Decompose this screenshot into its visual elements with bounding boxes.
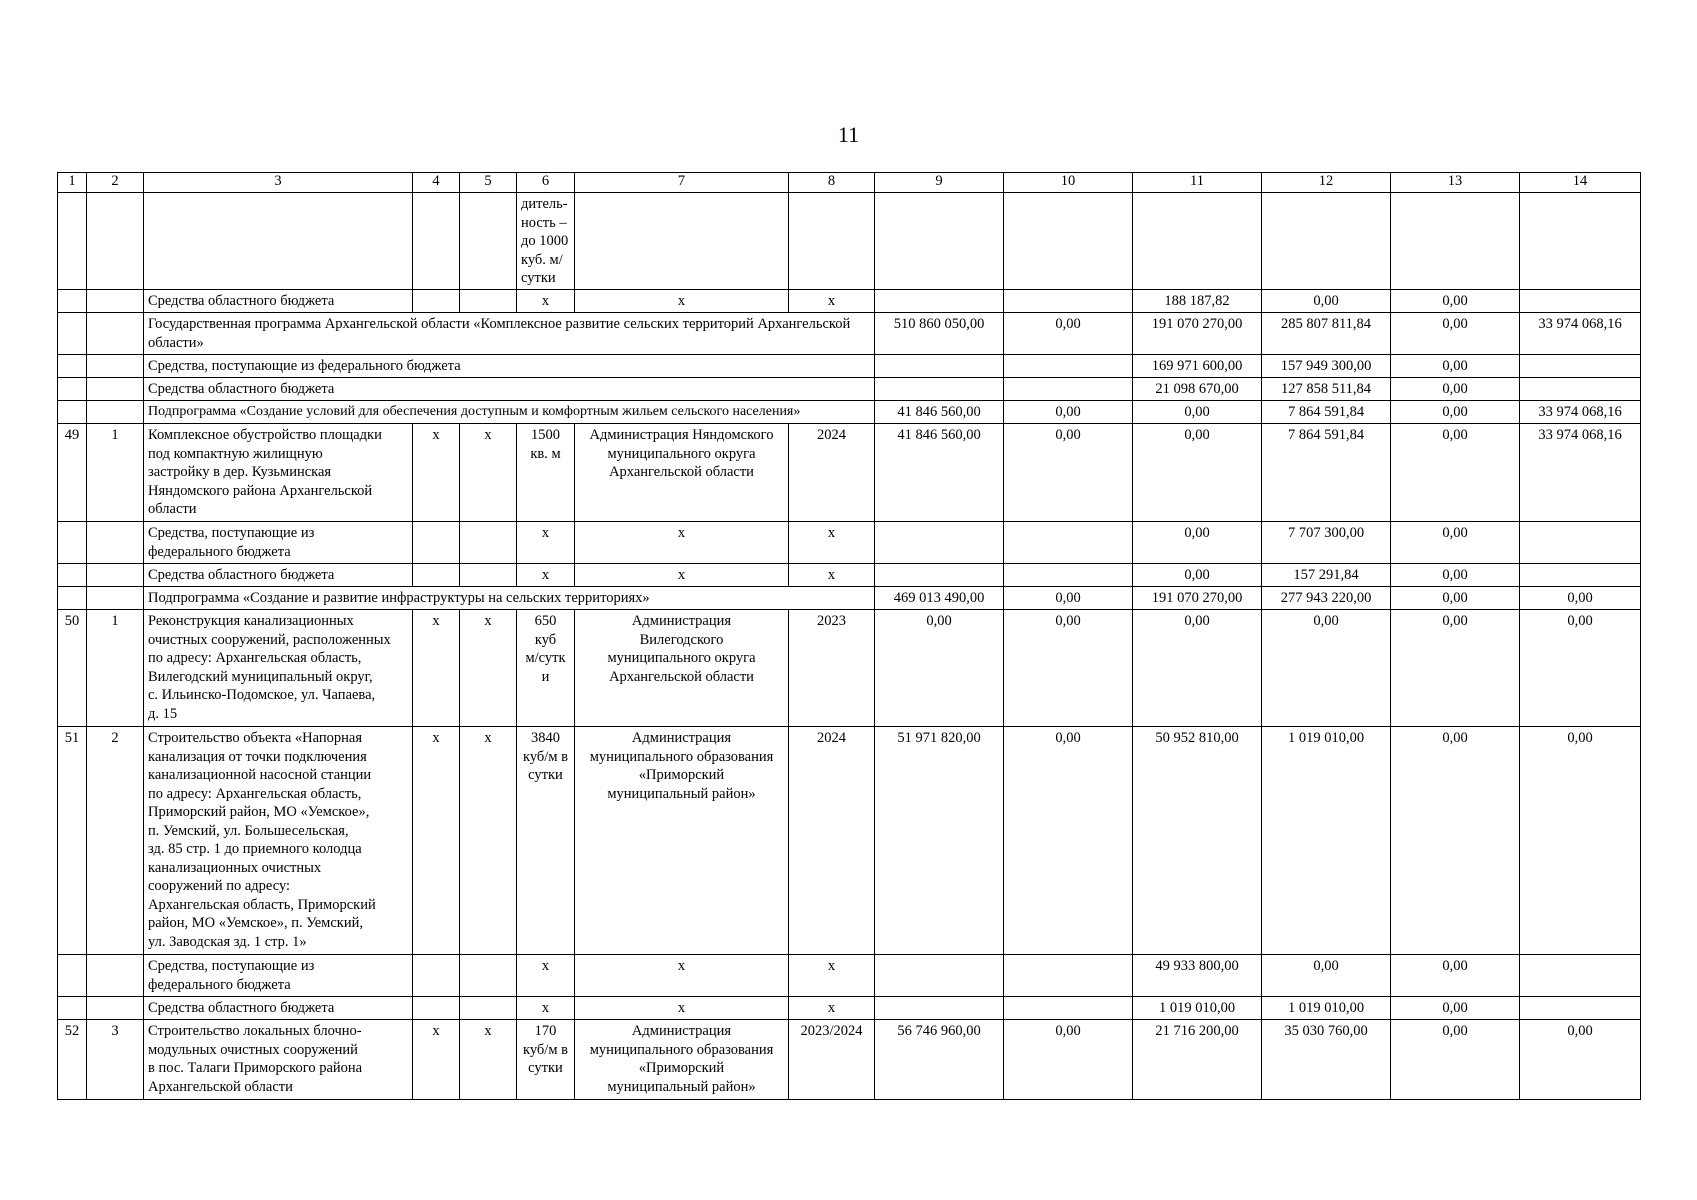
year-cell: х <box>789 290 875 313</box>
item-name: Средства, поступающие из федерального бюджета <box>144 955 413 997</box>
year-cell: 2023 <box>789 610 875 727</box>
executor-cell: Администрация Вилегодского муниципального округа Архангельской области <box>575 610 789 727</box>
amount-cell: 0,00 <box>1133 522 1262 564</box>
row-number: 49 <box>58 424 87 522</box>
amount-cell: 0,00 <box>1391 955 1520 997</box>
amount-cell: 21 098 670,00 <box>1133 378 1262 401</box>
capacity-cell: х <box>517 564 575 587</box>
column-header: 12 <box>1262 173 1391 193</box>
row-number: 51 <box>58 727 87 955</box>
amount-cell: 277 943 220,00 <box>1262 587 1391 610</box>
page-number: 11 <box>837 122 860 147</box>
amount-cell: 157 949 300,00 <box>1262 355 1391 378</box>
subprogram-title: Подпрограмма «Создание условий для обеспечения доступным и комфортным жильем сельского населения» <box>144 401 875 424</box>
subprogram-title: Подпрограмма «Создание и развитие инфраструктуры на сельских территориях» <box>144 587 875 610</box>
table-row <box>58 564 1641 587</box>
column-header: 5 <box>460 173 517 193</box>
program-title: Государственная программа Архангельской области «Комплексное развитие сельских территорий Архангельской области» <box>144 313 875 355</box>
amount-cell: 0,00 <box>1391 290 1520 313</box>
cell-x: х <box>460 727 517 955</box>
executor-cell: х <box>575 997 789 1020</box>
column-header: 10 <box>1004 173 1133 193</box>
item-name: Средства областного бюджета <box>144 997 413 1020</box>
amount-cell: 510 860 050,00 <box>875 313 1004 355</box>
item-name: Средства, поступающие из федерального бюджета <box>144 355 875 378</box>
amount-cell: 1 019 010,00 <box>1262 727 1391 955</box>
amount-cell: 56 746 960,00 <box>875 1020 1004 1100</box>
capacity-cell: х <box>517 290 575 313</box>
column-number-row <box>58 173 1641 193</box>
amount-cell: 0,00 <box>1262 290 1391 313</box>
column-header: 14 <box>1520 173 1641 193</box>
table-row <box>58 727 1641 955</box>
cell-x: х <box>413 1020 460 1100</box>
amount-cell: 0,00 <box>1133 610 1262 727</box>
amount-cell: 33 974 068,16 <box>1520 401 1641 424</box>
financing-table <box>57 172 1641 1100</box>
column-header: 3 <box>144 173 413 193</box>
amount-cell: 0,00 <box>1391 424 1520 522</box>
executor-cell: х <box>575 564 789 587</box>
row-number: 50 <box>58 610 87 727</box>
amount-cell: 127 858 511,84 <box>1262 378 1391 401</box>
amount-cell: 0,00 <box>875 610 1004 727</box>
capacity-cell: 1500 кв. м <box>517 424 575 522</box>
amount-cell: 7 707 300,00 <box>1262 522 1391 564</box>
amount-cell: 0,00 <box>1133 401 1262 424</box>
capacity-cell: дитель- ность – до 1000 куб. м/ сутки <box>517 193 575 290</box>
amount-cell: 469 013 490,00 <box>875 587 1004 610</box>
table-row <box>58 355 1641 378</box>
amount-cell: 191 070 270,00 <box>1133 313 1262 355</box>
amount-cell: 1 019 010,00 <box>1133 997 1262 1020</box>
column-header: 1 <box>58 173 87 193</box>
amount-cell: 41 846 560,00 <box>875 401 1004 424</box>
item-number: 3 <box>87 1020 144 1100</box>
table-row <box>58 1020 1641 1100</box>
amount-cell: 0,00 <box>1133 564 1262 587</box>
cell-x: х <box>460 1020 517 1100</box>
amount-cell: 33 974 068,16 <box>1520 313 1641 355</box>
column-header: 11 <box>1133 173 1262 193</box>
item-number: 1 <box>87 424 144 522</box>
amount-cell: 51 971 820,00 <box>875 727 1004 955</box>
amount-cell: 0,00 <box>1520 1020 1641 1100</box>
column-header: 9 <box>875 173 1004 193</box>
amount-cell: 0,00 <box>1391 1020 1520 1100</box>
item-name: Средства областного бюджета <box>144 564 413 587</box>
amount-cell: 0,00 <box>1391 997 1520 1020</box>
amount-cell: 169 971 600,00 <box>1133 355 1262 378</box>
amount-cell: 35 030 760,00 <box>1262 1020 1391 1100</box>
amount-cell: 0,00 <box>1004 1020 1133 1100</box>
capacity-cell: х <box>517 522 575 564</box>
amount-cell: 0,00 <box>1391 587 1520 610</box>
year-cell: х <box>789 955 875 997</box>
amount-cell: 0,00 <box>1004 587 1133 610</box>
capacity-cell: 3840 куб/м в сутки <box>517 727 575 955</box>
capacity-cell: 170 куб/м в сутки <box>517 1020 575 1100</box>
table-row <box>58 193 1641 290</box>
column-header: 8 <box>789 173 875 193</box>
amount-cell: 50 952 810,00 <box>1133 727 1262 955</box>
column-header: 6 <box>517 173 575 193</box>
capacity-cell: х <box>517 955 575 997</box>
executor-cell: х <box>575 955 789 997</box>
amount-cell: 49 933 800,00 <box>1133 955 1262 997</box>
cell-x: х <box>460 610 517 727</box>
amount-cell: 285 807 811,84 <box>1262 313 1391 355</box>
column-header: 4 <box>413 173 460 193</box>
year-cell: х <box>789 997 875 1020</box>
column-header: 7 <box>575 173 789 193</box>
item-number: 2 <box>87 727 144 955</box>
executor-cell: х <box>575 290 789 313</box>
year-cell: х <box>789 522 875 564</box>
amount-cell: 0,00 <box>1391 727 1520 955</box>
cell-x: х <box>413 424 460 522</box>
executor-cell: Администрация муниципального образования «Приморский муниципальный район» <box>575 727 789 955</box>
amount-cell: 21 716 200,00 <box>1133 1020 1262 1100</box>
amount-cell: 0,00 <box>1391 522 1520 564</box>
year-cell: 2024 <box>789 424 875 522</box>
item-name: Средства, поступающие из федерального бюджета <box>144 522 413 564</box>
year-cell: х <box>789 564 875 587</box>
item-name: Строительство объекта «Напорная канализация от точки подключения канализационной насосной станции по адресу: Архангельская область, Приморский район, МО «Уемское», п. Уемский, ул. Большесельская, зд. 85 стр. 1 до приемного колодца канализационных очистных сооружений по адресу: Архангельская область, Приморский район, МО «Уемское», п. Уемский, ул. Заводская зд. 1 стр. 1» <box>144 727 413 955</box>
amount-cell: 0,00 <box>1391 564 1520 587</box>
amount-cell: 0,00 <box>1520 587 1641 610</box>
amount-cell: 0,00 <box>1004 727 1133 955</box>
amount-cell: 0,00 <box>1391 355 1520 378</box>
item-number: 1 <box>87 610 144 727</box>
amount-cell: 0,00 <box>1520 727 1641 955</box>
item-name: Строительство локальных блочно- модульных очистных сооружений в пос. Талаги Приморского района Архангельской области <box>144 1020 413 1100</box>
table-row <box>58 401 1641 424</box>
amount-cell: 188 187,82 <box>1133 290 1262 313</box>
amount-cell: 0,00 <box>1004 313 1133 355</box>
amount-cell: 7 864 591,84 <box>1262 424 1391 522</box>
column-header: 13 <box>1391 173 1520 193</box>
amount-cell: 0,00 <box>1004 610 1133 727</box>
table-row <box>58 955 1641 997</box>
amount-cell: 33 974 068,16 <box>1520 424 1641 522</box>
amount-cell: 0,00 <box>1262 610 1391 727</box>
column-header: 2 <box>87 173 144 193</box>
amount-cell: 0,00 <box>1520 610 1641 727</box>
table-row <box>58 424 1641 522</box>
amount-cell: 0,00 <box>1004 401 1133 424</box>
amount-cell: 0,00 <box>1391 313 1520 355</box>
table-row <box>58 313 1641 355</box>
table-row <box>58 522 1641 564</box>
amount-cell: 0,00 <box>1391 610 1520 727</box>
amount-cell: 0,00 <box>1391 401 1520 424</box>
amount-cell: 0,00 <box>1133 424 1262 522</box>
item-name: Средства областного бюджета <box>144 290 413 313</box>
item-name: Реконструкция канализационных очистных сооружений, расположенных по адресу: Архангельская область, Вилегодский муниципальный округ, с. Ильинско-Подомское, ул. Чапаева, д. 15 <box>144 610 413 727</box>
amount-cell: 7 864 591,84 <box>1262 401 1391 424</box>
amount-cell: 191 070 270,00 <box>1133 587 1262 610</box>
amount-cell: 0,00 <box>1391 378 1520 401</box>
capacity-cell: 650 куб м/сутк и <box>517 610 575 727</box>
cell-x: х <box>460 424 517 522</box>
table-row <box>58 587 1641 610</box>
capacity-cell: х <box>517 997 575 1020</box>
executor-cell: Администрация Няндомского муниципального округа Архангельской области <box>575 424 789 522</box>
row-number: 52 <box>58 1020 87 1100</box>
amount-cell: 0,00 <box>1004 424 1133 522</box>
cell-x: х <box>413 727 460 955</box>
item-name: Комплексное обустройство площадки под компактную жилищную застройку в дер. Кузьминская Няндомского района Архангельской области <box>144 424 413 522</box>
cell-x: х <box>413 610 460 727</box>
executor-cell: х <box>575 522 789 564</box>
year-cell: 2023/2024 <box>789 1020 875 1100</box>
table-row <box>58 378 1641 401</box>
executor-cell: Администрация муниципального образования «Приморский муниципальный район» <box>575 1020 789 1100</box>
table-row <box>58 290 1641 313</box>
table-row <box>58 997 1641 1020</box>
amount-cell: 157 291,84 <box>1262 564 1391 587</box>
item-name: Средства областного бюджета <box>144 378 875 401</box>
amount-cell: 1 019 010,00 <box>1262 997 1391 1020</box>
amount-cell: 41 846 560,00 <box>875 424 1004 522</box>
year-cell: 2024 <box>789 727 875 955</box>
amount-cell: 0,00 <box>1262 955 1391 997</box>
table-row <box>58 610 1641 727</box>
